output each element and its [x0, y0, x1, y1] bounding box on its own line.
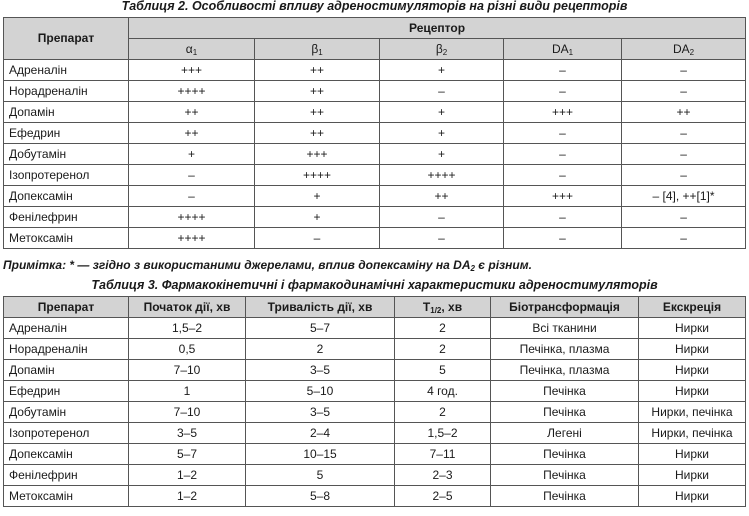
table-cell: 5: [395, 360, 491, 381]
receptor-effect-cell: –: [504, 81, 622, 102]
table-cell: Нирки: [639, 381, 746, 402]
table-cell: Печінка, плазма: [491, 360, 639, 381]
receptor-header: $\alpha_1$: [129, 39, 255, 60]
table-cell: 2: [246, 339, 395, 360]
table-row: [4, 81, 746, 102]
table-cell: 5: [246, 465, 395, 486]
receptor-effect-cell: +: [380, 123, 504, 144]
table-row: [4, 423, 746, 444]
receptor-header: $DA_1$: [504, 39, 622, 60]
table-row: [4, 381, 746, 402]
receptor-effect-cell: +: [129, 144, 255, 165]
table-cell: 7–11: [395, 444, 491, 465]
column-header: Біотрансформація: [491, 297, 639, 318]
table-row: [4, 486, 746, 507]
receptor-effect-cell: –: [380, 228, 504, 249]
receptor-effect-cell: –: [504, 165, 622, 186]
drug-name-cell: Норадреналін: [4, 339, 129, 360]
receptor-effect-cell: +: [255, 207, 380, 228]
table-cell: 1,5–2: [129, 318, 246, 339]
table-cell: 5–8: [246, 486, 395, 507]
drug-name-cell: Ефедрин: [4, 381, 129, 402]
table-row: [4, 144, 746, 165]
col-header-drug: Препарат: [4, 18, 129, 60]
table-cell: Печінка: [491, 444, 639, 465]
drug-name-cell: Метоксамін: [4, 486, 129, 507]
column-header: Препарат: [4, 297, 129, 318]
table-cell: 10–15: [246, 444, 395, 465]
receptor-effect-cell: ++: [622, 102, 746, 123]
table-cell: 4 год.: [395, 381, 491, 402]
table-cell: 2–5: [395, 486, 491, 507]
table3-title: Таблиця 3. Фармакокінетичні і фармакодинамічні характеристики адреностимуляторів: [91, 278, 658, 292]
column-header: Тривалість дії, хв: [246, 297, 395, 318]
receptor-effect-cell: +: [255, 186, 380, 207]
pharmacokinetics-table: [3, 296, 746, 507]
drug-name-cell: Фенілефрин: [4, 207, 129, 228]
receptor-header: $\beta_2$: [380, 39, 504, 60]
table-cell: Нирки: [639, 444, 746, 465]
receptor-effect-cell: –: [622, 165, 746, 186]
table-cell: Всі тканини: [491, 318, 639, 339]
table-cell: 1–2: [129, 465, 246, 486]
receptor-effect-cell: –: [504, 144, 622, 165]
table-cell: Нирки, печінка: [639, 423, 746, 444]
drug-name-cell: Норадреналін: [4, 81, 129, 102]
table-cell: 7–10: [129, 360, 246, 381]
receptor-effect-cell: +: [380, 102, 504, 123]
receptor-effect-cell: –: [504, 123, 622, 144]
footnote-label: Примітка:: [3, 258, 67, 272]
table-cell: 3–5: [129, 423, 246, 444]
receptor-effect-cell: –: [622, 144, 746, 165]
table-cell: Нирки: [639, 465, 746, 486]
receptor-effect-cell: ++++: [129, 81, 255, 102]
receptor-effect-cell: +: [380, 60, 504, 81]
table2-title: Таблиця 2. Особливості впливу адреностимуляторів на різні види рецепторів: [121, 0, 628, 13]
table-cell: 0,5: [129, 339, 246, 360]
receptor-effect-cell: ++: [129, 102, 255, 123]
drug-name-cell: Добутамін: [4, 144, 129, 165]
table-cell: 1: [129, 381, 246, 402]
receptor-effect-cell: –: [622, 60, 746, 81]
column-header: Початок дії, хв: [129, 297, 246, 318]
table-cell: 2: [395, 318, 491, 339]
receptor-effect-cell: –: [380, 81, 504, 102]
column-header: Екскреція: [639, 297, 746, 318]
receptor-effect-cell: +++: [504, 186, 622, 207]
table-cell: Печінка, плазма: [491, 339, 639, 360]
receptor-effect-cell: ++: [380, 186, 504, 207]
table-cell: Печінка: [491, 486, 639, 507]
table-cell: 5–7: [129, 444, 246, 465]
table-cell: 2–3: [395, 465, 491, 486]
table-cell: 1,5–2: [395, 423, 491, 444]
table-cell: 3–5: [246, 402, 395, 423]
receptor-effect-cell: ++++: [129, 228, 255, 249]
table-row: [4, 207, 746, 228]
receptor-effect-cell: –: [622, 228, 746, 249]
drug-name-cell: Метоксамін: [4, 228, 129, 249]
table-row: [4, 465, 746, 486]
table-row: [4, 186, 746, 207]
drug-name-cell: Добутамін: [4, 402, 129, 423]
table-row: [4, 60, 746, 81]
receptor-effect-cell: ++: [129, 123, 255, 144]
table-cell: Нирки: [639, 486, 746, 507]
receptor-effect-cell: +++: [255, 144, 380, 165]
table-cell: Нирки, печінка: [639, 402, 746, 423]
receptor-effect-cell: – [4], ++[1]*: [622, 186, 746, 207]
receptor-header: $\beta_1$: [255, 39, 380, 60]
table-row: [4, 402, 746, 423]
table-cell: Нирки: [639, 339, 746, 360]
table-cell: 3–5: [246, 360, 395, 381]
footnote: [3, 257, 532, 273]
table-cell: Печінка: [491, 465, 639, 486]
table-row: [4, 339, 746, 360]
drug-name-cell: Допамін: [4, 360, 129, 381]
table-cell: Нирки: [639, 318, 746, 339]
table-row: [4, 444, 746, 465]
receptor-effect-cell: ++: [255, 123, 380, 144]
receptor-effect-cell: ++: [255, 102, 380, 123]
table-cell: 7–10: [129, 402, 246, 423]
drug-name-cell: Ізопротеренол: [4, 423, 129, 444]
receptor-effect-cell: +: [380, 144, 504, 165]
receptor-effect-cell: –: [504, 60, 622, 81]
column-header: $T_{1/2}$, хв: [395, 297, 491, 318]
receptor-effect-cell: ++: [255, 81, 380, 102]
drug-name-cell: Адреналін: [4, 318, 129, 339]
drug-name-cell: Допамін: [4, 102, 129, 123]
table-row: [4, 360, 746, 381]
receptor-effect-cell: –: [504, 207, 622, 228]
table-cell: Печінка: [491, 381, 639, 402]
receptor-effect-cell: –: [129, 165, 255, 186]
receptor-header: $DA_2$: [622, 39, 746, 60]
table-row: [4, 102, 746, 123]
table-cell: 2: [395, 402, 491, 423]
receptor-effect-cell: ++++: [129, 207, 255, 228]
receptor-effect-cell: ++++: [380, 165, 504, 186]
table-cell: 2–4: [246, 423, 395, 444]
receptor-effect-cell: +++: [129, 60, 255, 81]
drug-name-cell: Ефедрин: [4, 123, 129, 144]
receptor-effect-cell: –: [622, 123, 746, 144]
receptor-effect-cell: –: [622, 207, 746, 228]
table-cell: 2: [395, 339, 491, 360]
table-row: [4, 123, 746, 144]
table-cell: Легені: [491, 423, 639, 444]
receptor-effect-cell: +++: [504, 102, 622, 123]
table-row: [4, 228, 746, 249]
receptor-effect-cell: –: [129, 186, 255, 207]
footnote-text: * — згідно з використаними джерелами, вплив допексаміну на $DA_2$ є різним.: [69, 258, 532, 273]
table-row: [4, 165, 746, 186]
receptor-effect-cell: ++: [255, 60, 380, 81]
receptor-effect-cell: ++++: [255, 165, 380, 186]
drug-name-cell: Фенілефрин: [4, 465, 129, 486]
drug-name-cell: Адреналін: [4, 60, 129, 81]
col-header-receptor: Рецептор: [129, 18, 746, 39]
receptor-effect-cell: –: [504, 228, 622, 249]
table-cell: Печінка: [491, 402, 639, 423]
drug-name-cell: Допексамін: [4, 444, 129, 465]
table-cell: 5–10: [246, 381, 395, 402]
table-cell: 5–7: [246, 318, 395, 339]
table-cell: Нирки: [639, 360, 746, 381]
receptor-effect-cell: –: [380, 207, 504, 228]
table-row: [4, 318, 746, 339]
receptor-table: [3, 17, 746, 249]
drug-name-cell: Допексамін: [4, 186, 129, 207]
receptor-effect-cell: –: [255, 228, 380, 249]
drug-name-cell: Ізопротеренол: [4, 165, 129, 186]
receptor-effect-cell: –: [622, 81, 746, 102]
table-cell: 1–2: [129, 486, 246, 507]
